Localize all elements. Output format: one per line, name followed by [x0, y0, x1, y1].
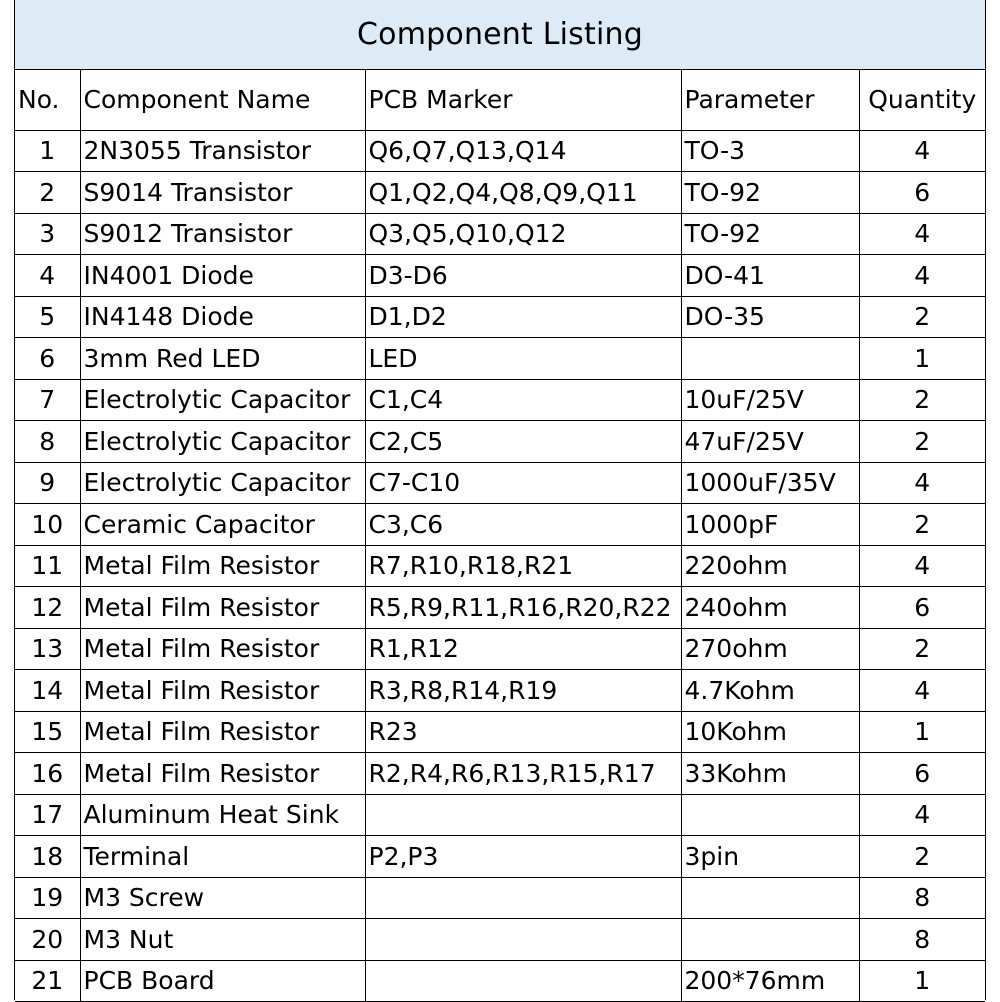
cell-component-name: 2N3055 Transistor [80, 130, 365, 172]
sheet-title: Component Listing [15, 0, 985, 70]
cell-parameter [681, 338, 859, 380]
cell-pcb-marker: R5,R9,R11,R16,R20,R22 [365, 587, 681, 629]
table-row [15, 296, 985, 338]
cell-pcb-marker: Q1,Q2,Q4,Q8,Q9,Q11 [365, 172, 681, 214]
table-row [15, 753, 985, 795]
cell-component-name: 3mm Red LED [80, 338, 365, 380]
cell-quantity: 4 [859, 670, 985, 712]
cell-no: 7 [15, 379, 80, 421]
cell-pcb-marker: C2,C5 [365, 421, 681, 463]
cell-pcb-marker: Q3,Q5,Q10,Q12 [365, 213, 681, 255]
cell-pcb-marker [365, 919, 681, 961]
cell-parameter [681, 919, 859, 961]
table-row [15, 213, 985, 255]
cell-pcb-marker: D1,D2 [365, 296, 681, 338]
cell-no: 12 [15, 587, 80, 629]
cell-no: 21 [15, 960, 80, 1002]
cell-no: 20 [15, 919, 80, 961]
cell-pcb-marker: C3,C6 [365, 504, 681, 546]
cell-component-name: Electrolytic Capacitor [80, 421, 365, 463]
cell-component-name: PCB Board [80, 960, 365, 1002]
cell-pcb-marker: R7,R10,R18,R21 [365, 545, 681, 587]
table-row [15, 379, 985, 421]
table-row [15, 172, 985, 214]
cell-parameter: 1000pF [681, 504, 859, 546]
cell-parameter: TO-92 [681, 213, 859, 255]
cell-parameter: 240ohm [681, 587, 859, 629]
cell-quantity: 4 [859, 794, 985, 836]
cell-no: 4 [15, 255, 80, 297]
cell-no: 18 [15, 836, 80, 878]
cell-no: 14 [15, 670, 80, 712]
cell-parameter: 4.7Kohm [681, 670, 859, 712]
cell-component-name: Aluminum Heat Sink [80, 794, 365, 836]
cell-quantity: 1 [859, 711, 985, 753]
cell-pcb-marker: C7-C10 [365, 462, 681, 504]
cell-parameter: 270ohm [681, 628, 859, 670]
cell-quantity: 2 [859, 296, 985, 338]
cell-no: 16 [15, 753, 80, 795]
cell-no: 11 [15, 545, 80, 587]
cell-no: 9 [15, 462, 80, 504]
cell-parameter: 200*76mm [681, 960, 859, 1002]
cell-quantity: 1 [859, 338, 985, 380]
component-table [15, 70, 985, 1002]
cell-component-name: IN4001 Diode [80, 255, 365, 297]
cell-no: 5 [15, 296, 80, 338]
table-header-row [15, 70, 985, 130]
table-row [15, 338, 985, 380]
cell-parameter: 33Kohm [681, 753, 859, 795]
cell-no: 10 [15, 504, 80, 546]
cell-parameter: 47uF/25V [681, 421, 859, 463]
cell-pcb-marker: R23 [365, 711, 681, 753]
header-component-name: Component Name [80, 70, 365, 130]
table-row [15, 421, 985, 463]
header-parameter: Parameter [681, 70, 859, 130]
cell-component-name: M3 Nut [80, 919, 365, 961]
cell-component-name: Metal Film Resistor [80, 628, 365, 670]
cell-component-name: M3 Screw [80, 877, 365, 919]
cell-quantity: 4 [859, 130, 985, 172]
cell-no: 17 [15, 794, 80, 836]
cell-parameter: 1000uF/35V [681, 462, 859, 504]
cell-parameter [681, 877, 859, 919]
cell-pcb-marker: R1,R12 [365, 628, 681, 670]
cell-component-name: Electrolytic Capacitor [80, 379, 365, 421]
cell-component-name: IN4148 Diode [80, 296, 365, 338]
cell-pcb-marker: D3-D6 [365, 255, 681, 297]
cell-component-name: S9012 Transistor [80, 213, 365, 255]
cell-quantity: 2 [859, 836, 985, 878]
cell-quantity: 1 [859, 960, 985, 1002]
header-pcb-marker: PCB Marker [365, 70, 681, 130]
cell-quantity: 2 [859, 504, 985, 546]
cell-parameter: 220ohm [681, 545, 859, 587]
cell-component-name: Metal Film Resistor [80, 711, 365, 753]
cell-quantity: 8 [859, 877, 985, 919]
table-row [15, 628, 985, 670]
table-row [15, 877, 985, 919]
cell-quantity: 4 [859, 213, 985, 255]
cell-pcb-marker: LED [365, 338, 681, 380]
header-quantity: Quantity [859, 70, 985, 130]
table-row [15, 794, 985, 836]
cell-pcb-marker: C1,C4 [365, 379, 681, 421]
cell-no: 13 [15, 628, 80, 670]
table-row [15, 130, 985, 172]
cell-quantity: 6 [859, 587, 985, 629]
cell-pcb-marker: Q6,Q7,Q13,Q14 [365, 130, 681, 172]
cell-pcb-marker: R2,R4,R6,R13,R15,R17 [365, 753, 681, 795]
table-row [15, 462, 985, 504]
table-row [15, 255, 985, 297]
table-row [15, 836, 985, 878]
cell-parameter: 3pin [681, 836, 859, 878]
cell-pcb-marker [365, 960, 681, 1002]
cell-no: 3 [15, 213, 80, 255]
cell-no: 1 [15, 130, 80, 172]
cell-component-name: Metal Film Resistor [80, 670, 365, 712]
cell-pcb-marker [365, 794, 681, 836]
table-row [15, 670, 985, 712]
cell-no: 6 [15, 338, 80, 380]
header-no: No. [15, 70, 80, 130]
cell-quantity: 4 [859, 462, 985, 504]
table-row [15, 504, 985, 546]
table-row [15, 711, 985, 753]
table-row [15, 587, 985, 629]
cell-pcb-marker: P2,P3 [365, 836, 681, 878]
cell-parameter: TO-92 [681, 172, 859, 214]
cell-parameter: 10uF/25V [681, 379, 859, 421]
cell-quantity: 8 [859, 919, 985, 961]
cell-quantity: 6 [859, 753, 985, 795]
cell-component-name: Metal Film Resistor [80, 587, 365, 629]
cell-parameter: 10Kohm [681, 711, 859, 753]
cell-quantity: 2 [859, 628, 985, 670]
cell-quantity: 2 [859, 421, 985, 463]
cell-pcb-marker: R3,R8,R14,R19 [365, 670, 681, 712]
cell-component-name: S9014 Transistor [80, 172, 365, 214]
cell-parameter: DO-35 [681, 296, 859, 338]
cell-component-name: Electrolytic Capacitor [80, 462, 365, 504]
cell-no: 8 [15, 421, 80, 463]
cell-pcb-marker [365, 877, 681, 919]
cell-quantity: 2 [859, 379, 985, 421]
table-row [15, 960, 985, 1002]
cell-no: 2 [15, 172, 80, 214]
cell-parameter: TO-3 [681, 130, 859, 172]
cell-parameter [681, 794, 859, 836]
cell-parameter: DO-41 [681, 255, 859, 297]
cell-component-name: Terminal [80, 836, 365, 878]
table-body [15, 130, 985, 1002]
cell-component-name: Metal Film Resistor [80, 545, 365, 587]
cell-quantity: 4 [859, 255, 985, 297]
cell-quantity: 4 [859, 545, 985, 587]
table-row [15, 545, 985, 587]
cell-quantity: 6 [859, 172, 985, 214]
cell-component-name: Metal Film Resistor [80, 753, 365, 795]
table-row [15, 919, 985, 961]
cell-no: 19 [15, 877, 80, 919]
component-listing-sheet [14, 0, 986, 1000]
cell-component-name: Ceramic Capacitor [80, 504, 365, 546]
cell-no: 15 [15, 711, 80, 753]
